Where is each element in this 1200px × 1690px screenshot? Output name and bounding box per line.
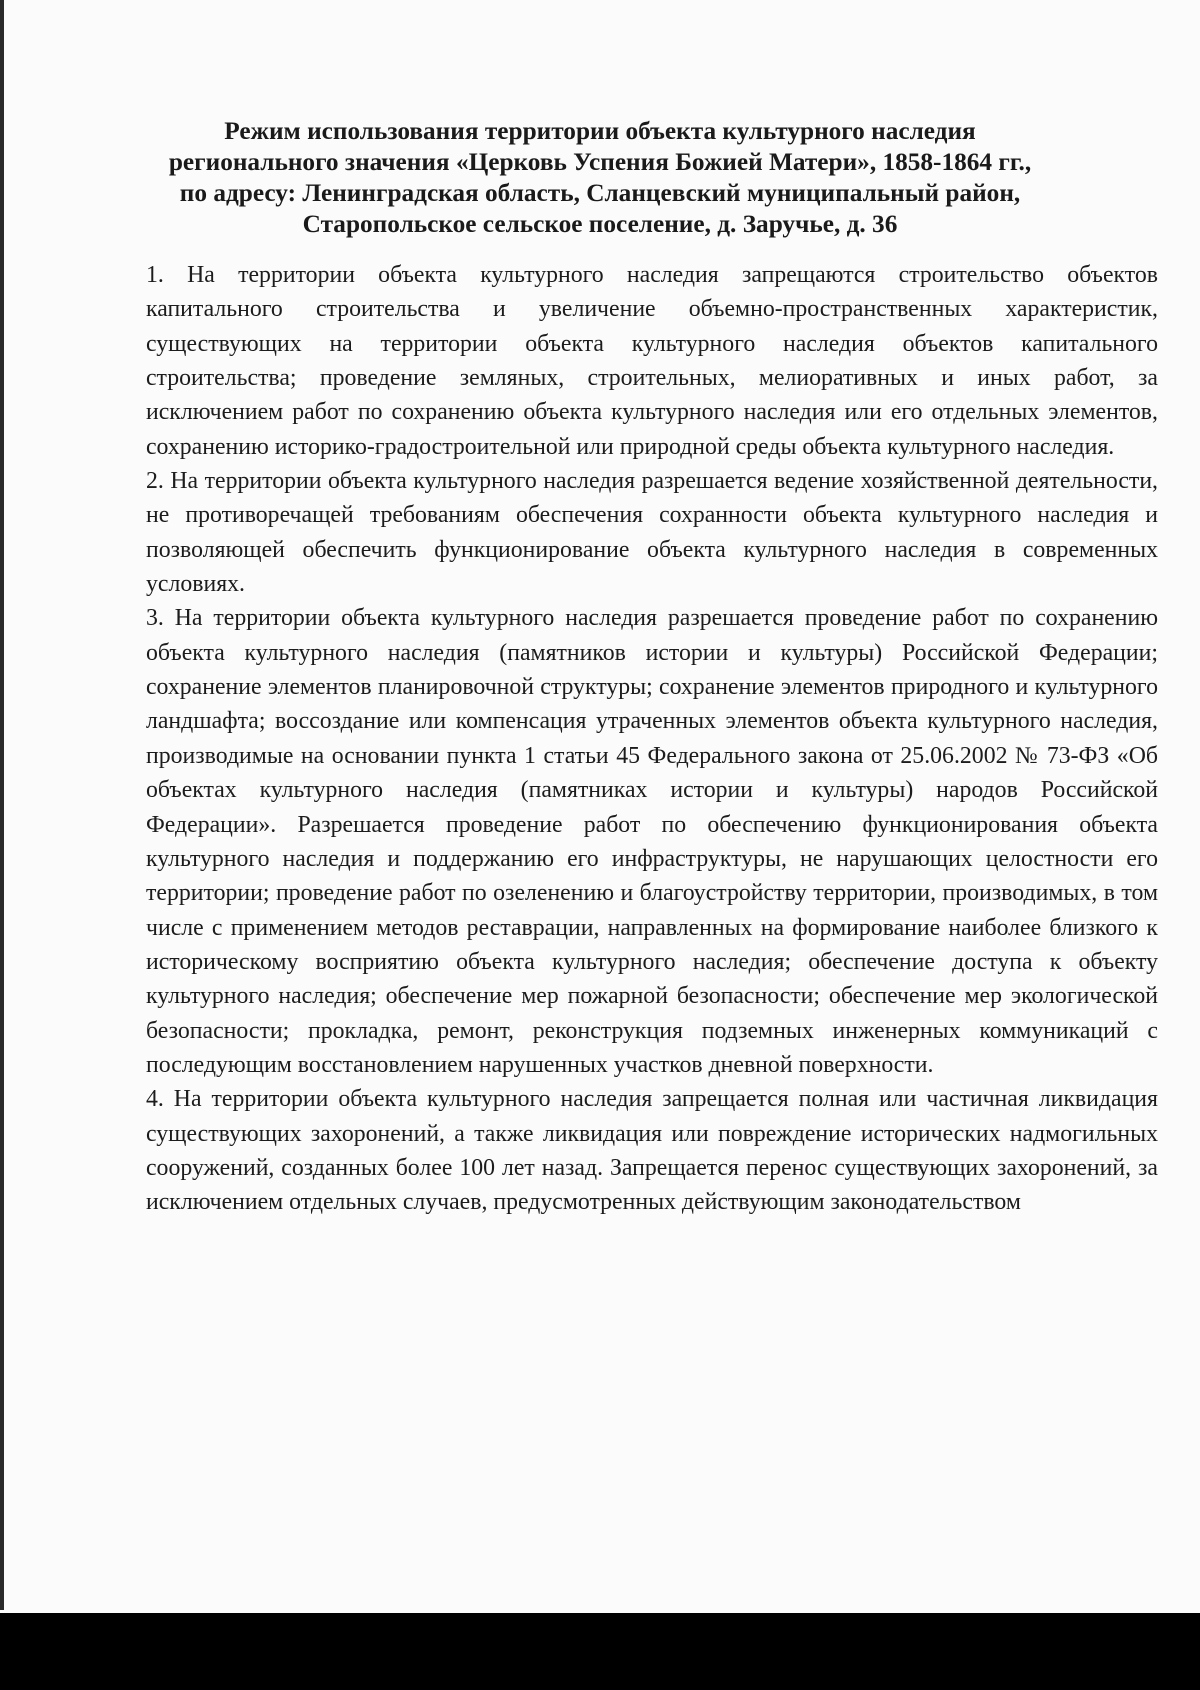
document-body	[146, 258, 1158, 1220]
paragraph-2: 2. На территории объекта культурного наследия разрешается ведение хозяйственной деятельности, не противоречащей требованиям обеспечения сохранности объекта культурного наследия и позволяющей обеспечить функционирование объекта культурного наследия в современных условиях.	[146, 468, 1158, 598]
title-line: Режим использования территории объекта культурного наследия	[224, 117, 976, 145]
paragraph-3: 3. На территории объекта культурного наследия разрешается проведение работ по сохранению объекта культурного наследия (памятников истории и культуры) Российской Федерации; сохранение элементов планировочной структуры; сохранение элементов природного и культурного ландшафта; воссоздание или компенсация утраченных элементов объекта культурного наследия, производимые на основании пункта 1 статьи 45 Федерального закона от 25.06.2002 № 73-ФЗ «Об объектах культурного наследия (памятниках истории и культуры) народов Российской Федерации». Разрешается проведение работ по обеспечению функционирования объекта культурного наследия и поддержанию его инфраструктуры, не нарушающих целостности его территории; проведение работ по озеленению и благоустройству территории, производимых, в том числе с применением методов реставрации, направленных на формирование наиболее близкого к историческому восприятию объекта культурного наследия; обеспечение доступа к объекту культурного наследия; обеспечение мер пожарной безопасности; обеспечение мер экологической безопасности; прокладка, ремонт, реконструкция подземных инженерных коммуникаций с последующим восстановлением нарушенных участков дневной поверхности.	[146, 605, 1158, 1078]
title-line: Старопольское сельское поселение, д. Заручье, д. 36	[302, 210, 898, 238]
document-title	[150, 116, 1050, 240]
scan-left-edge	[0, 0, 4, 1610]
scan-bottom-bar	[0, 1613, 1200, 1690]
paragraph-1: 1. На территории объекта культурного наследия запрещаются строительство объектов капитального строительства и увеличение объемно-пространственных характеристик, существующих на территории объекта культурного наследия объектов капитального строительства; проведение земляных, строительных, мелиоративных и иных работ, за исключением работ по сохранению объекта культурного наследия или его отдельных элементов, сохранению историко-градостроительной или природной среды объекта культурного наследия.	[146, 262, 1158, 460]
title-line: регионального значения «Церковь Успения Божией Матери», 1858-1864 гг.,	[168, 148, 1032, 176]
title-line: по адресу: Ленинградская область, Сланцевский муниципальный район,	[179, 179, 1021, 207]
paragraph-4: 4. На территории объекта культурного наследия запрещается полная или частичная ликвидация существующих захоронений, а также ликвидация или повреждение исторических надмогильных сооружений, созданных более 100 лет назад. Запрещается перенос существующих захоронений, за исключением отдельных случаев, предусмотренных действующим законодательством	[146, 1086, 1158, 1216]
